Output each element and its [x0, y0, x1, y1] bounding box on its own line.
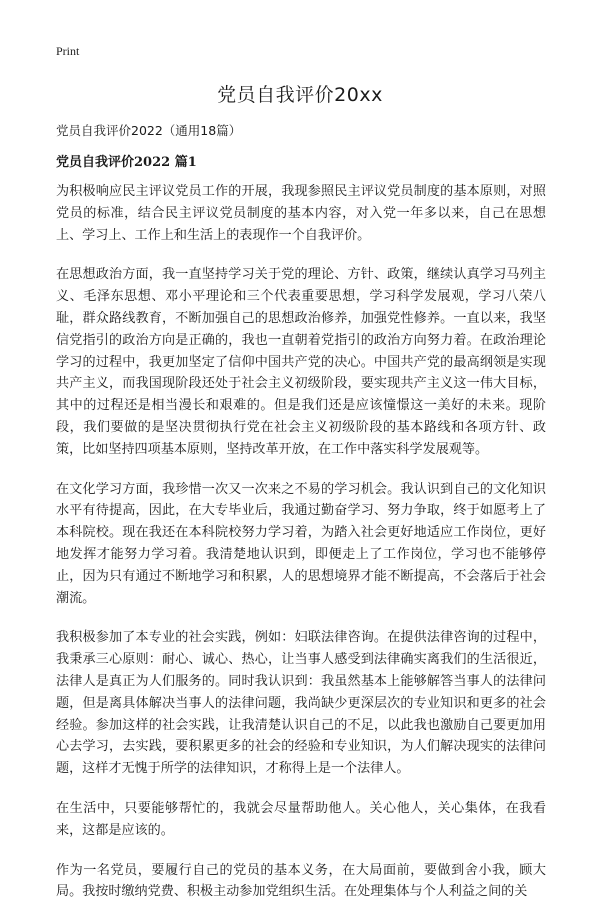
section-heading: 党员自我评价2022 篇1: [56, 155, 197, 170]
paragraph: 为积极响应民主评议党员工作的开展，我现参照民主评议党员制度的基本原则，对照党员的标准，结合民主评议党员制度的基本内容，对入党一年多以来，自己在思想上、学习上、工作上和生活上的表现作一个自我评价。: [56, 184, 546, 243]
paragraph: 在思想政治方面，我一直坚持学习关于党的理论、方针、政策，继续认真学习马列主义、毛泽东思想、邓小平理论和三个代表重要思想，学习科学发展观，学习八荣八耻，群众路线教育，不断加强自己的思想政治修养，加强党性修养。一直以来，我坚信党指引的政治方向是正确的，我也一直朝着党指引的政治方向努力着。在政治理论学习的过程中，我更加坚定了信仰中国共产党的决心。中国共产党的最高纲领是实现共产主义，而我国现阶段还处于社会主义初级阶段，要实现共产主义这一伟大目标，其中的过程还是相当漫长和艰难的。但是我们还是应该憧憬这一美好的未来。现阶段，我们要做的是坚决贯彻执行党在社会主义初级阶段的基本路线和各项方针、政策，比如坚持四项基本原则，坚持改革开放，在工作中落实科学发展观等。: [56, 267, 546, 457]
paragraph: 作为一名党员，要履行自己的党员的基本义务，在大局面前，要做到舍小我，顾大局。我按时缴纳党费、积极主动参加党组织生活。在处理集体与个人利益之间的关: [56, 862, 546, 900]
page-title: 党员自我评价20xx: [217, 84, 383, 106]
paragraph: 在文化学习方面，我珍惜一次又一次来之不易的学习机会。我认识到自己的文化知识水平有待提高，因此，在大专毕业后，我通过勤奋学习、努力争取，终于如愿考上了本科院校。现在我还在本科院校努力学习着，为踏入社会更好地适应工作岗位，更好地发挥才能努力学习着。我清楚地认识到，即便走上了工作岗位，学习也不能够停止，因为只有通过不断地学习和积累，人的思想境界才能不断提高，不会落后于社会潮流。: [56, 481, 546, 606]
document-subtitle: 党员自我评价2022（通用18篇）: [56, 123, 242, 138]
paragraph: 在生活中，只要能够帮忙的，我就会尽量帮助他人。关心他人，关心集体，在我看来，这都是应该的。: [56, 800, 546, 838]
print-link[interactable]: Print: [56, 44, 80, 58]
paragraph: 我积极参加了本专业的社会实践，例如：妇联法律咨询。在提供法律咨询的过程中，我秉承三心原则：耐心、诚心、热心，让当事人感受到法律确实离我们的生活很近，法律人是真正为人们服务的。同时我认识到：我虽然基本上能够解答当事人的法律问题，但是离具体解决当事人的法律问题，我尚缺少更深层次的专业知识和更多的社会经验。参加这样的社会实践，让我清楚认识自己的不足，以此我也激励自己要更加用心去学习，去实践，要积累更多的社会的经验和专业知识，为人们解决现实的法律问题，这样才无愧于所学的法律知识，才称得上是一个法律人。: [56, 630, 546, 777]
article-body: [56, 181, 546, 921]
